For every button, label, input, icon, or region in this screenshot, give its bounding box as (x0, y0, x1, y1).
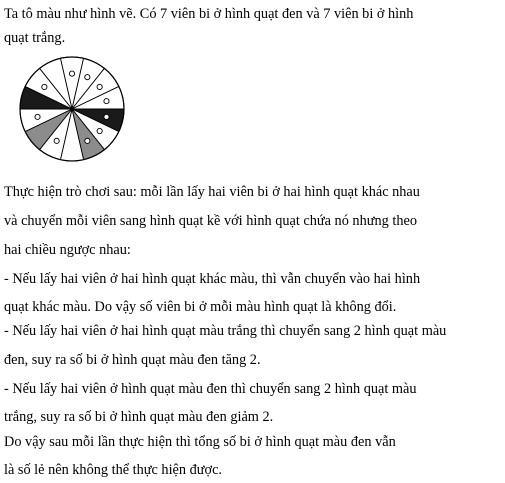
solution-line-10: Do vậy sau mỗi lần thực hiện thì tổng số bi ở hình quạt màu đen vẫn (4, 434, 396, 450)
solution-line-6: - Nếu lấy hai viên ở hai hình quạt màu trắng thì chuyển sang 2 hình quạt màu (4, 323, 447, 339)
solution-line-9: trắng, suy ra số bi ở hình quạt màu đen giảm 2. (4, 409, 274, 425)
marble (85, 75, 90, 80)
marble (97, 128, 102, 133)
marble (104, 99, 109, 104)
marble (69, 71, 74, 76)
solution-line-8: - Nếu lấy hai viên ở hình quạt màu đen thì chuyển sang 2 hình quạt màu (4, 381, 417, 397)
marble (35, 114, 40, 119)
solution-line-5: quạt khác màu. Do vậy số viên bi ở mỗi màu hình quạt là không đổi. (4, 299, 397, 315)
problem-line-2: quạt trắng. (4, 30, 66, 46)
marble (97, 84, 102, 89)
solution-line-3: hai chiều ngược nhau: (4, 242, 131, 258)
solution-line-7: đen, suy ra số bi ở hình quạt màu đen tăng 2. (4, 352, 261, 368)
marble (54, 138, 59, 143)
solution-line-2: và chuyển mỗi viên sang hình quạt kề với hình quạt chứa nó nhưng theo (4, 213, 417, 229)
solution-line-1: Thực hiện trò chơi sau: mỗi lần lấy hai viên bi ở hai hình quạt khác nhau (4, 184, 420, 200)
problem-line-1: Ta tô màu như hình vẽ. Có 7 viên bi ở hình quạt đen và 7 viên bi ở hình (4, 6, 414, 22)
marble (104, 114, 109, 119)
sector-wheel-figure (12, 53, 134, 165)
marble (42, 84, 47, 89)
solution-line-11: là số lẻ nên không thể thực hiện được. (4, 462, 222, 478)
marble (85, 138, 90, 143)
solution-line-4: - Nếu lấy hai viên ở hai hình quạt khác màu, thì vẫn chuyển vào hai hình (4, 271, 421, 287)
